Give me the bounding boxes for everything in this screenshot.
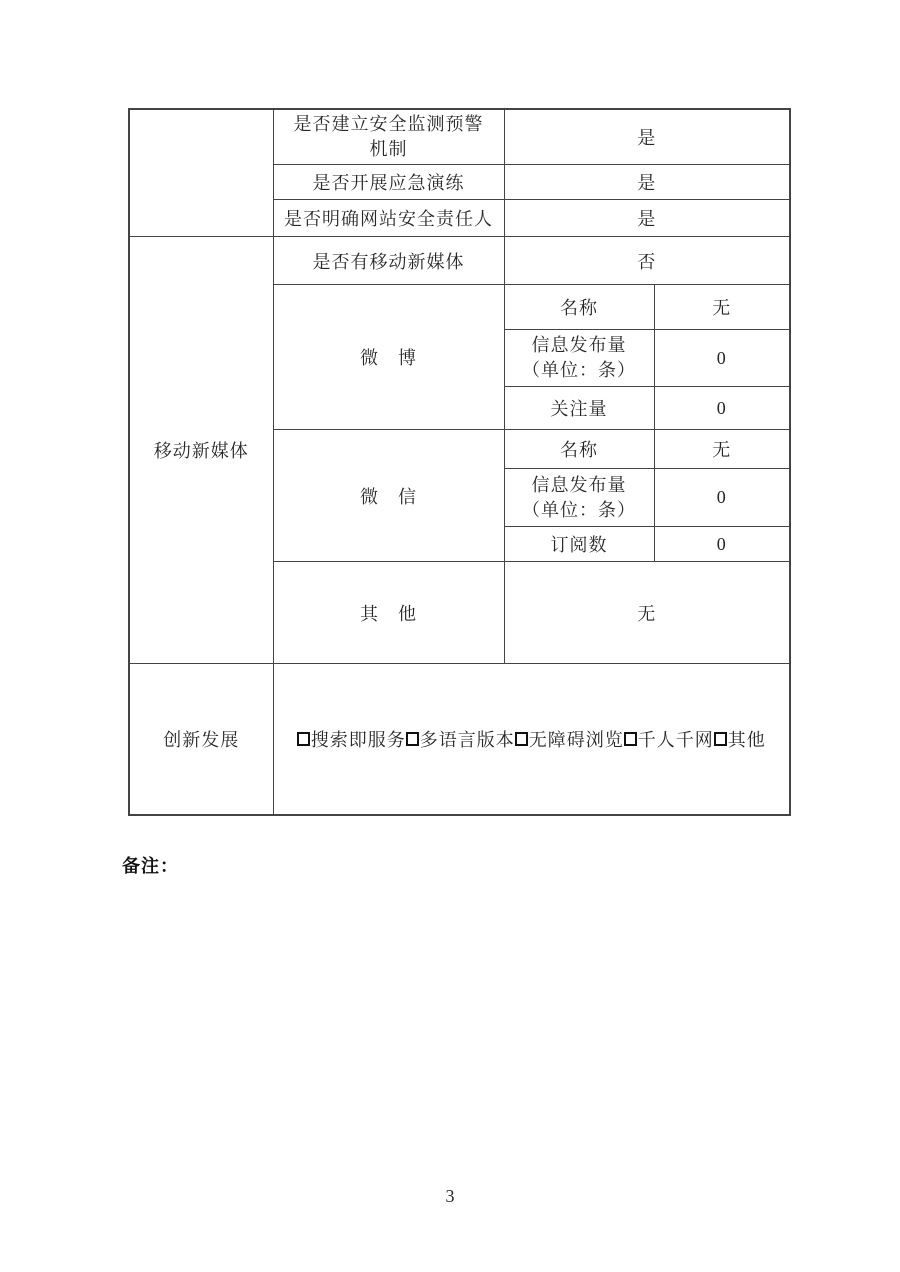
group-label-cell-wechat: 微 信	[273, 430, 504, 562]
page-number: 3	[445, 1186, 455, 1206]
row-label-line: （单位：条）	[522, 499, 636, 520]
row-value-cell: 0	[654, 469, 790, 527]
row-value-cell: 无	[654, 430, 790, 469]
innovation-options-cell	[273, 664, 790, 815]
checkbox-icon	[624, 732, 637, 746]
checkbox-item-search-as-service	[297, 726, 406, 752]
table-row	[129, 109, 790, 165]
row-value-cell: 0	[654, 527, 790, 562]
checkbox-label: 搜索即服务	[310, 730, 406, 751]
row-value-cell: 是	[504, 200, 790, 237]
row-value-cell: 0	[654, 330, 790, 387]
checkbox-label: 无障碍浏览	[528, 730, 624, 751]
row-label-cell	[504, 469, 654, 527]
row-label-cell: 关注量	[504, 387, 654, 430]
row-value-cell: 是	[504, 109, 790, 165]
section-cell-empty	[129, 109, 273, 237]
checkbox-row	[278, 726, 786, 752]
notes-label: 备注：	[122, 856, 179, 876]
row-label-line: 信息发布量	[531, 335, 627, 356]
row-label-line: （单位：条）	[522, 360, 636, 381]
row-value-cell: 无	[654, 285, 790, 330]
section-cell-innovation: 创新发展	[129, 664, 273, 815]
row-label-line: 是否建立安全监测预警	[293, 114, 484, 134]
checkbox-item-other	[714, 726, 766, 752]
checkbox-label: 千人千网	[637, 730, 714, 751]
row-label-cell: 名称	[504, 285, 654, 330]
row-label-line: 信息发布量	[531, 474, 627, 495]
checkbox-icon	[297, 732, 310, 746]
row-label-cell: 是否开展应急演练	[273, 165, 504, 200]
checkbox-item-qianren-qianwang	[624, 726, 714, 752]
checkbox-label: 其他	[727, 730, 766, 751]
checkbox-icon	[406, 732, 419, 746]
checkbox-item-accessibility	[515, 726, 624, 752]
table-row	[129, 237, 790, 285]
row-label-cell: 其 他	[273, 562, 504, 664]
checkbox-label: 多语言版本	[419, 730, 515, 751]
row-value-cell: 是	[504, 165, 790, 200]
section-cell-mobile-media: 移动新媒体	[129, 237, 273, 664]
row-label-cell: 是否明确网站安全责任人	[273, 200, 504, 237]
row-value-cell: 无	[504, 562, 790, 664]
row-label-cell: 名称	[504, 430, 654, 469]
row-label-cell	[273, 109, 504, 165]
table-row	[129, 664, 790, 815]
checkbox-icon	[714, 732, 727, 746]
checkbox-icon	[515, 732, 528, 746]
website-annual-report-table	[128, 108, 791, 816]
row-label-cell: 是否有移动新媒体	[273, 237, 504, 285]
row-value-cell: 0	[654, 387, 790, 430]
checkbox-item-multilingual	[406, 726, 515, 752]
row-label-cell	[504, 330, 654, 387]
row-value-cell: 否	[504, 237, 790, 285]
row-label-line: 机制	[369, 139, 408, 160]
row-label-cell: 订阅数	[504, 527, 654, 562]
group-label-cell-weibo: 微 博	[273, 285, 504, 430]
